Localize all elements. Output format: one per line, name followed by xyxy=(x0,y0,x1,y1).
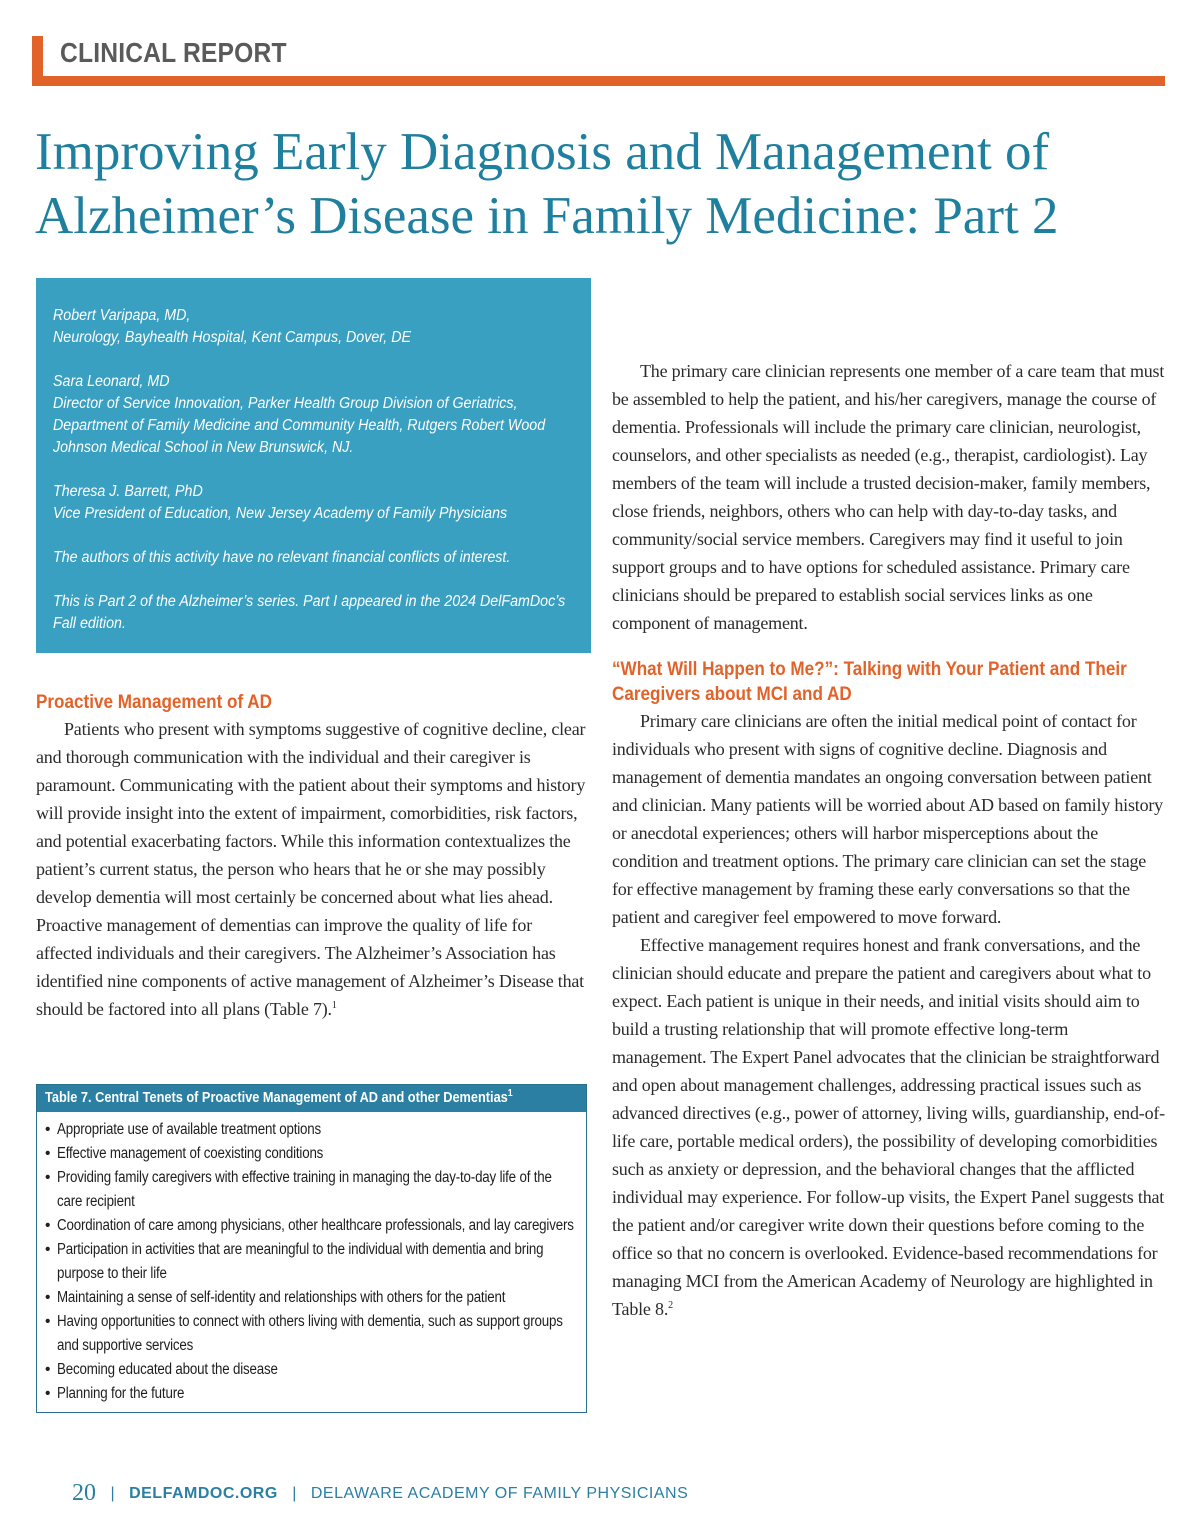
author-entry xyxy=(53,481,572,525)
author-entry xyxy=(53,371,572,459)
list-item: • Providing family caregivers with effective training in managing the day-to-day life of the care recipient xyxy=(45,1169,552,1210)
author-affiliation: Neurology, Bayhealth Hospital, Kent Campus, Dover, DE xyxy=(53,329,412,346)
author-entry xyxy=(53,305,572,349)
series-note: This is Part 2 of the Alzheimer’s series. Part I appeared in the 2024 DelFamDoc’s Fall edition. xyxy=(53,593,566,632)
author-box xyxy=(36,278,591,653)
section-label: CLINICAL REPORT xyxy=(60,37,287,68)
reference-superscript: 1 xyxy=(507,1088,513,1100)
list-item: • Coordination of care among physicians, other healthcare professionals, and lay caregivers xyxy=(45,1217,574,1234)
header-rule xyxy=(32,76,1165,86)
author-affiliation: Vice President of Education, New Jersey Academy of Family Physicians xyxy=(53,505,508,522)
author-affiliation: Director of Service Innovation, Parker Health Group Division of Geriatrics, Department of Family Medicine and Community Health, Rutgers Robert Wood Johnson Medical School in New Brunswick, NJ. xyxy=(53,395,546,456)
body-paragraph xyxy=(612,931,1165,1323)
section-heading-talking-with-patient: “What Will Happen to Me?”: Talking with Your Patient and Their Caregivers about MCI and AD xyxy=(612,659,1127,705)
body-paragraph xyxy=(36,715,589,1023)
list-item: • Maintaining a sense of self-identity and relationships with others for the patient xyxy=(45,1289,506,1306)
section-heading-proactive-management: Proactive Management of AD xyxy=(36,692,272,713)
footer-separator: | xyxy=(110,1485,115,1502)
list-item: • Having opportunities to connect with others living with dementia, such as support groups and supportive services xyxy=(45,1313,563,1354)
list-item: • Participation in activities that are meaningful to the individual with dementia and bring purpose to their life xyxy=(45,1241,544,1282)
author-name: Theresa J. Barrett, PhD xyxy=(53,483,203,500)
table-7-header xyxy=(37,1085,586,1112)
paragraph-text: Patients who present with symptoms suggestive of cognitive decline, clear and thorough communication with the individual and their caregiver is paramount. Communicating with the patient about their symptoms and history will provide insight into the extent of impairment, comorbidities, risk factors, and potential exacerbating factors. While this information contextualizes the patient’s current status, the person who hears that he or she may possibly develop dementia will most certainly be concerned about what lies ahead. Proactive management of dementias can improve the quality of life for affected individuals and their caregivers. The Alzheimer’s Association has identified nine components of active management of Alzheimer’s Disease that should be factored into all plans (Table 7). xyxy=(36,719,586,1019)
author-name: Sara Leonard, MD xyxy=(53,373,170,390)
reference-superscript: 1 xyxy=(331,1000,337,1011)
right-column xyxy=(612,357,1165,1323)
list-item: • Planning for the future xyxy=(45,1385,185,1402)
paragraph-text: Effective management requires honest and frank conversations, and the clinician should educate and prepare the patient and caregivers about what to expect. Each patient is unique in their needs, and initial visits should aim to build a trusting relationship that will promote effective long-term management. The Expert Panel advocates that the clinician be straightforward and open about management challenges, addressing practical issues such as advanced directives (e.g., power of attorney, living wills, guardianship, end-of-life care, portable medical orders), the possibility of developing comorbidities such as anxiety or depression, and the behavioral changes that the afflicted individual may experience. For follow-up visits, the Expert Panel suggests that the patient and/or caregiver write down their questions before coming to the office so that no concern is overlooked. Evidence-based recommendations for managing MCI from the American Academy of Neurology are highlighted in Table 8. xyxy=(612,935,1165,1319)
table-7-list xyxy=(37,1112,586,1412)
list-item: • Appropriate use of available treatment options xyxy=(45,1121,322,1138)
article-title: Improving Early Diagnosis and Management of Alzheimer’s Disease in Family Medicine: Part 2 xyxy=(35,123,1059,245)
table-7 xyxy=(36,1084,587,1413)
table-7-title: Table 7. Central Tenets of Proactive Management of AD and other Dementias xyxy=(45,1090,508,1106)
body-paragraph: Primary care clinicians are often the initial medical point of contact for individuals who present with signs of cognitive decline. Diagnosis and management of dementia mandates an ongoing conversation between patient and clinician. Many patients will be worried about AD based on family history or anecdotal experiences; others will harbor misperceptions about the condition and treatment options. The primary care clinician can set the stage for effective management by framing these early conversations so that the patient and caregiver feel empowered to move forward. xyxy=(612,711,1163,927)
disclosure-note: The authors of this activity have no relevant financial conflicts of interest. xyxy=(53,549,511,566)
body-paragraph: The primary care clinician represents one member of a care team that must be assembled to help the patient, and his/her caregivers, manage the course of dementia. Professionals will include the primary care clinician, neurologist, counselors, and other specialists as needed (e.g., therapist, cardiologist). Lay members of the team will include a trusted decision-maker, family members, close friends, neighbors, others who can help with day-to-day tasks, and community/social service members. Caregivers may find it useful to join support groups and to have options for scheduled assistance. Primary care clinicians should be prepared to establish social services links as one component of management. xyxy=(612,361,1165,633)
list-item: • Becoming educated about the disease xyxy=(45,1361,278,1378)
left-column xyxy=(36,690,589,1023)
author-name: Robert Varipapa, MD, xyxy=(53,307,191,324)
footer-site-link[interactable]: DELFAMDOC.ORG xyxy=(129,1485,278,1502)
reference-superscript: 2 xyxy=(668,1300,673,1311)
footer-separator: | xyxy=(292,1485,297,1502)
page-number: 20 xyxy=(72,1480,96,1506)
page-footer xyxy=(72,1480,688,1507)
list-item: • Effective management of coexisting conditions xyxy=(45,1145,324,1162)
footer-organization: DELAWARE ACADEMY OF FAMILY PHYSICIANS xyxy=(310,1485,689,1502)
